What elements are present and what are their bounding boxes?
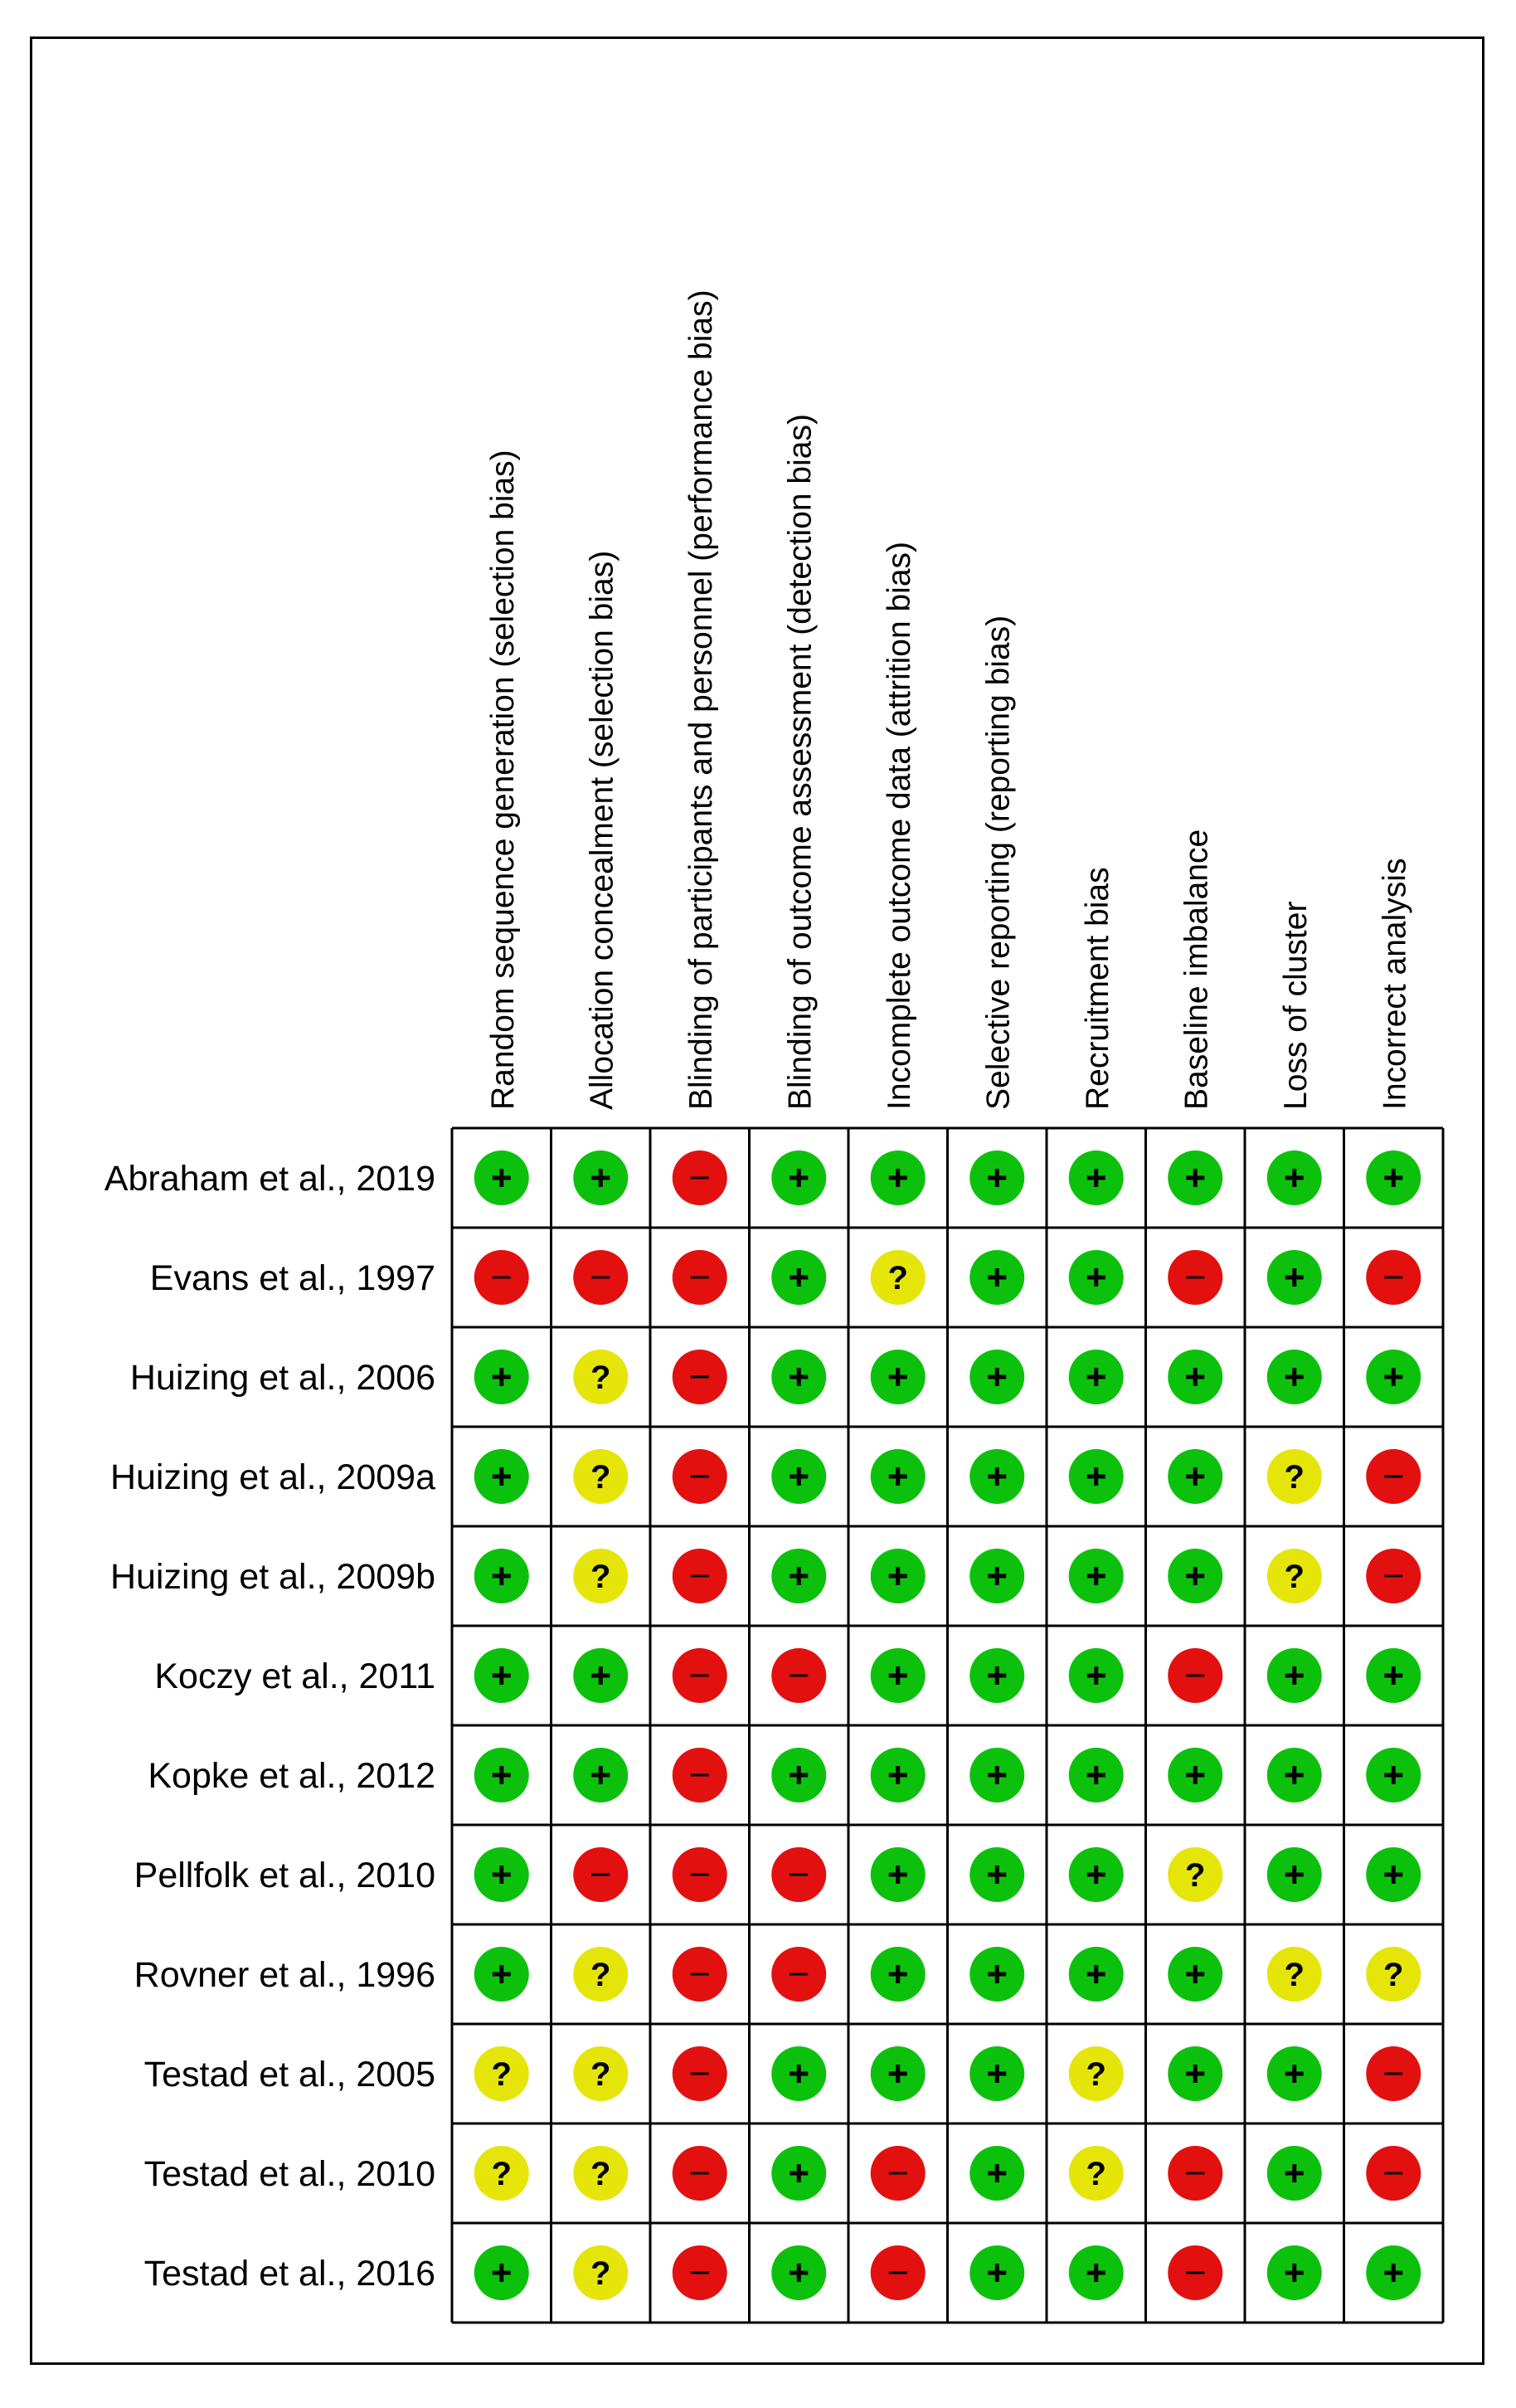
judgement-cell [771,2046,826,2101]
plus-icon [896,1567,900,1585]
judgement-cell [1366,1648,1421,1703]
plus-icon [896,1965,900,1983]
study-label: Rovner et al., 1996 [134,1955,435,1995]
minus-icon [691,1874,709,1876]
minus-icon [1384,1277,1402,1279]
plus-icon [1094,1368,1098,1386]
plus-icon [1193,1567,1198,1585]
minus-icon [691,1774,709,1777]
judgement-cell [1069,2146,1124,2201]
minus-icon [493,1277,511,1279]
judgement-cell [673,2146,727,2201]
plus-icon [1392,1666,1396,1685]
plus-icon [896,1169,900,1187]
judgement-cell [1366,2146,1421,2201]
question-icon: ? [1185,1857,1206,1894]
study-label: Testad et al., 2016 [143,2254,435,2294]
minus-icon [1384,2172,1402,2175]
question-icon: ? [590,2056,611,2093]
judgement-cell [771,2245,826,2300]
judgement-cell [474,2046,529,2101]
judgement-cell [1168,1947,1222,2002]
plus-icon [1193,1368,1198,1386]
judgement-cell [1069,2245,1124,2300]
plus-icon [1193,1766,1198,1784]
plus-icon [499,1467,503,1486]
judgement-cell [871,1150,926,1205]
plus-icon [1193,1965,1198,1983]
judgement-cell [1069,1748,1124,1802]
judgement-cell [1366,2046,1421,2101]
grid [452,1128,1443,2323]
study-label: Koczy et al., 2011 [154,1656,435,1696]
judgement-cell [771,1648,826,1703]
domain-label: Allocation concealment (selection bias) [584,550,620,1110]
plus-icon [797,2164,801,2182]
judgement-cell [1168,1549,1222,1603]
judgement-cell [1366,1150,1421,1205]
judgement-cell [673,1847,727,1902]
question-icon: ? [491,2056,512,2093]
judgement-cell [1168,1748,1222,1802]
minus-icon [691,1177,709,1180]
plus-icon [599,1766,603,1784]
judgement-cell [474,1150,529,1205]
judgement-cell [474,2245,529,2300]
judgement-cell [1069,1549,1124,1603]
judgement-cell [673,1150,727,1205]
study-label: Pellfolk et al., 2010 [134,1856,435,1895]
plus-icon [1094,1467,1098,1486]
plus-icon [1392,1368,1396,1386]
judgement-cell [871,2245,926,2300]
minus-icon [1186,2172,1204,2175]
judgement-cell [573,1449,628,1504]
judgement-cell [573,2146,628,2201]
domain-label: Selective reporting (reporting bias) [980,615,1017,1110]
plus-icon [1193,1467,1198,1486]
judgement-cell [1366,1748,1421,1802]
judgement-cell [1267,1847,1322,1902]
plus-icon [499,1766,503,1784]
judgement-cell [474,1847,529,1902]
domain-label: Blinding of outcome assessment (detection bias) [782,414,819,1110]
plus-icon [1292,2065,1296,2083]
question-icon: ? [590,1957,611,1993]
minus-icon [889,2172,907,2175]
judgement-cell [474,1250,529,1305]
study-label: Abraham et al., 2019 [104,1159,435,1199]
minus-icon [1186,2272,1204,2274]
minus-icon [691,1575,709,1578]
judgement-cell [871,1350,926,1404]
judgement-cell [871,2146,926,2201]
judgement-cell [969,1947,1024,2002]
judgement-cell [573,2046,628,2101]
judgement-cell [1168,2245,1222,2300]
question-icon: ? [1086,2156,1106,2192]
domain-label: Blinding of participants and personnel (performance bias) [683,289,719,1110]
judgement-cell [1267,2245,1322,2300]
plus-icon [1292,1766,1296,1784]
plus-icon [797,1268,801,1287]
judgement-cell [573,1947,628,2002]
plus-icon [1292,2264,1296,2282]
domain-label: Random sequence generation (selection bias) [484,450,521,1110]
judgement-cell [1366,1350,1421,1404]
judgement-cell [673,1449,727,1504]
minus-icon [691,2272,709,2274]
judgement-cell [1267,1748,1322,1802]
question-icon: ? [1086,2056,1106,2093]
judgement-cell [1069,1648,1124,1703]
plus-icon [1094,1866,1098,1884]
judgement-cell [673,1549,727,1603]
judgement-cell [1267,1250,1322,1305]
judgement-cell [673,2245,727,2300]
plus-icon [896,1368,900,1386]
plus-icon [797,2065,801,2083]
judgement-cell [871,1947,926,2002]
judgement-cell [1168,1350,1222,1404]
minus-icon [790,1973,808,1976]
judgement-cell [474,2146,529,2201]
plus-icon [499,1666,503,1685]
question-icon: ? [590,2255,611,2292]
minus-icon [1384,1476,1402,1478]
judgement-cell [771,1350,826,1404]
plus-icon [1392,1169,1396,1187]
judgement-cell [871,1449,926,1504]
plus-icon [995,2065,999,2083]
plus-icon [499,1368,503,1386]
plus-icon [995,1567,999,1585]
judgement-cell [1168,1449,1222,1504]
domain-labels [485,289,1413,1110]
plus-icon [499,1169,503,1187]
study-labels [104,1159,435,2294]
judgement-cell [474,1648,529,1703]
minus-icon [591,1874,610,1876]
judgement-cell [1366,1250,1421,1305]
judgement-cell [969,1350,1024,1404]
minus-icon [591,1277,610,1279]
study-label: Evans et al., 1997 [149,1258,435,1298]
judgement-cell [1069,1847,1124,1902]
minus-icon [691,1675,709,1677]
plus-icon [797,1467,801,1486]
judgement-cell [771,1449,826,1504]
minus-icon [1186,1675,1204,1677]
judgement-cell [673,1947,727,2002]
judgement-cell [969,2146,1024,2201]
judgement-cell [1069,1449,1124,1504]
judgement-cell [969,1449,1024,1504]
minus-icon [889,2272,907,2274]
plus-icon [1094,1666,1098,1685]
plus-icon [1292,1169,1296,1187]
judgement-cell [573,1549,628,1603]
plus-icon [995,1866,999,1884]
plus-icon [1292,1666,1296,1685]
judgement-cell [969,2245,1024,2300]
plus-icon [797,2264,801,2282]
minus-icon [1384,2073,1402,2075]
judgement-cell [474,1748,529,1802]
study-label: Testad et al., 2005 [143,2055,435,2094]
plus-icon [599,1169,603,1187]
plus-icon [499,1965,503,1983]
minus-icon [691,2073,709,2075]
minus-icon [1384,1575,1402,1578]
judgement-cell [1168,2046,1222,2101]
judgement-cell [771,1250,826,1305]
judgement-cell [1069,2046,1124,2101]
plus-icon [797,1169,801,1187]
plus-icon [1094,2264,1098,2282]
judgement-cell [1267,2146,1322,2201]
judgement-cell [771,2146,826,2201]
judgement-cell [1267,1947,1322,2002]
judgement-cell [969,2046,1024,2101]
question-icon: ? [1284,1957,1305,1993]
judgement-cell [1168,1847,1222,1902]
judgement-cell [771,1150,826,1205]
judgement-cell [573,1350,628,1404]
judgement-cell [474,1350,529,1404]
judgement-cell [771,1748,826,1802]
domain-label: Loss of cluster [1277,901,1314,1110]
plus-icon [1392,2264,1396,2282]
plus-icon [1292,1368,1296,1386]
judgement-cell [1267,1449,1322,1504]
domain-label: Recruitment bias [1079,867,1115,1110]
minus-icon [691,1277,709,1279]
judgement-cell [673,1648,727,1703]
plus-icon [1392,1766,1396,1784]
minus-icon [790,1874,808,1876]
minus-icon [790,1675,808,1677]
judgement-cell [474,1449,529,1504]
judgement-cell [573,1648,628,1703]
judgement-cell [573,1847,628,1902]
minus-icon [691,1476,709,1478]
domain-label: Incorrect analysis [1377,858,1413,1110]
judgement-cell [573,2245,628,2300]
question-icon: ? [590,1559,611,1595]
judgement-cell [1366,1947,1421,2002]
plus-icon [1292,1866,1296,1884]
plus-icon [896,1467,900,1486]
judgement-cell [673,1748,727,1802]
minus-icon [691,1973,709,1976]
judgement-cell [474,1947,529,2002]
plus-icon [995,1169,999,1187]
judgement-cell [1069,1350,1124,1404]
judgement-cell [1069,1250,1124,1305]
plus-icon [797,1766,801,1784]
plus-icon [1193,2065,1198,2083]
minus-icon [1186,1277,1204,1279]
judgement-cell [1366,1549,1421,1603]
judgement-cell [871,1648,926,1703]
study-label: Kopke et al., 2012 [148,1756,435,1796]
judgement-cell [871,1847,926,1902]
plus-icon [896,1766,900,1784]
plus-icon [995,1666,999,1685]
judgement-cell [871,2046,926,2101]
judgement-cell [1267,1150,1322,1205]
plus-icon [1392,1866,1396,1884]
judgement-cell [1168,1250,1222,1305]
judgement-cell [573,1748,628,1802]
plus-icon [797,1567,801,1585]
judgement-cell [1267,1350,1322,1404]
judgement-cell [969,1549,1024,1603]
judgement-cell [673,1350,727,1404]
plus-icon [1292,1268,1296,1287]
plus-icon [499,1567,503,1585]
judgement-cell [1366,2245,1421,2300]
domain-label: Baseline imbalance [1178,829,1215,1110]
judgement-cell [1168,1648,1222,1703]
plus-icon [1094,1567,1098,1585]
study-label: Huizing et al., 2006 [129,1358,435,1398]
plus-icon [1292,2164,1296,2182]
judgement-cell [573,1150,628,1205]
judgement-cell [771,1847,826,1902]
plus-icon [1193,1169,1198,1187]
question-icon: ? [1284,1559,1305,1595]
plus-icon [1094,1169,1098,1187]
plus-icon [995,1965,999,1983]
plus-icon [995,1368,999,1386]
plus-icon [995,1268,999,1287]
plus-icon [896,1666,900,1685]
question-icon: ? [887,1260,908,1296]
question-icon: ? [590,2156,611,2192]
question-icon: ? [1284,1459,1305,1496]
plus-icon [995,1467,999,1486]
question-icon: ? [1383,1957,1404,1993]
judgement-cell [573,1250,628,1305]
plus-icon [1094,1268,1098,1287]
plus-icon [896,2065,900,2083]
judgement-cell [771,1947,826,2002]
judgement-cell [871,1748,926,1802]
study-label: Huizing et al., 2009a [109,1457,435,1497]
judgement-cell [969,1748,1024,1802]
judgement-cell [673,2046,727,2101]
study-label: Testad et al., 2010 [143,2154,435,2194]
question-icon: ? [491,2156,512,2192]
plus-icon [599,1666,603,1685]
question-icon: ? [590,1360,611,1396]
domain-label: Incomplete outcome data (attrition bias) [881,541,917,1110]
judgement-cell [871,1549,926,1603]
minus-icon [691,1376,709,1379]
judgement-cell [1267,2046,1322,2101]
minus-icon [691,2172,709,2175]
judgement-cell [871,1250,926,1305]
plus-icon [499,1866,503,1884]
judgement-cell [1366,1847,1421,1902]
judgement-cell [1069,1947,1124,2002]
judgement-cell [1168,1150,1222,1205]
plus-icon [995,2264,999,2282]
judgement-cell [1069,1150,1124,1205]
plus-icon [995,2164,999,2182]
judgement-cell [673,1250,727,1305]
judgement-cell [1267,1648,1322,1703]
judgement-cell [771,1549,826,1603]
judgement-cell [969,1648,1024,1703]
question-icon: ? [590,1459,611,1496]
plus-icon [1094,1965,1098,1983]
judgement-cell [474,1549,529,1603]
judgement-cell [969,1847,1024,1902]
judgement-cell [1168,2146,1222,2201]
judgement-cell [1366,1449,1421,1504]
plus-icon [1094,1766,1098,1784]
plus-icon [995,1766,999,1784]
judgement-cell [1267,1549,1322,1603]
judgement-cell [969,1150,1024,1205]
judgement-cell [969,1250,1024,1305]
study-label: Huizing et al., 2009b [109,1557,435,1597]
plus-icon [896,1866,900,1884]
plus-icon [797,1368,801,1386]
plus-icon [499,2264,503,2282]
